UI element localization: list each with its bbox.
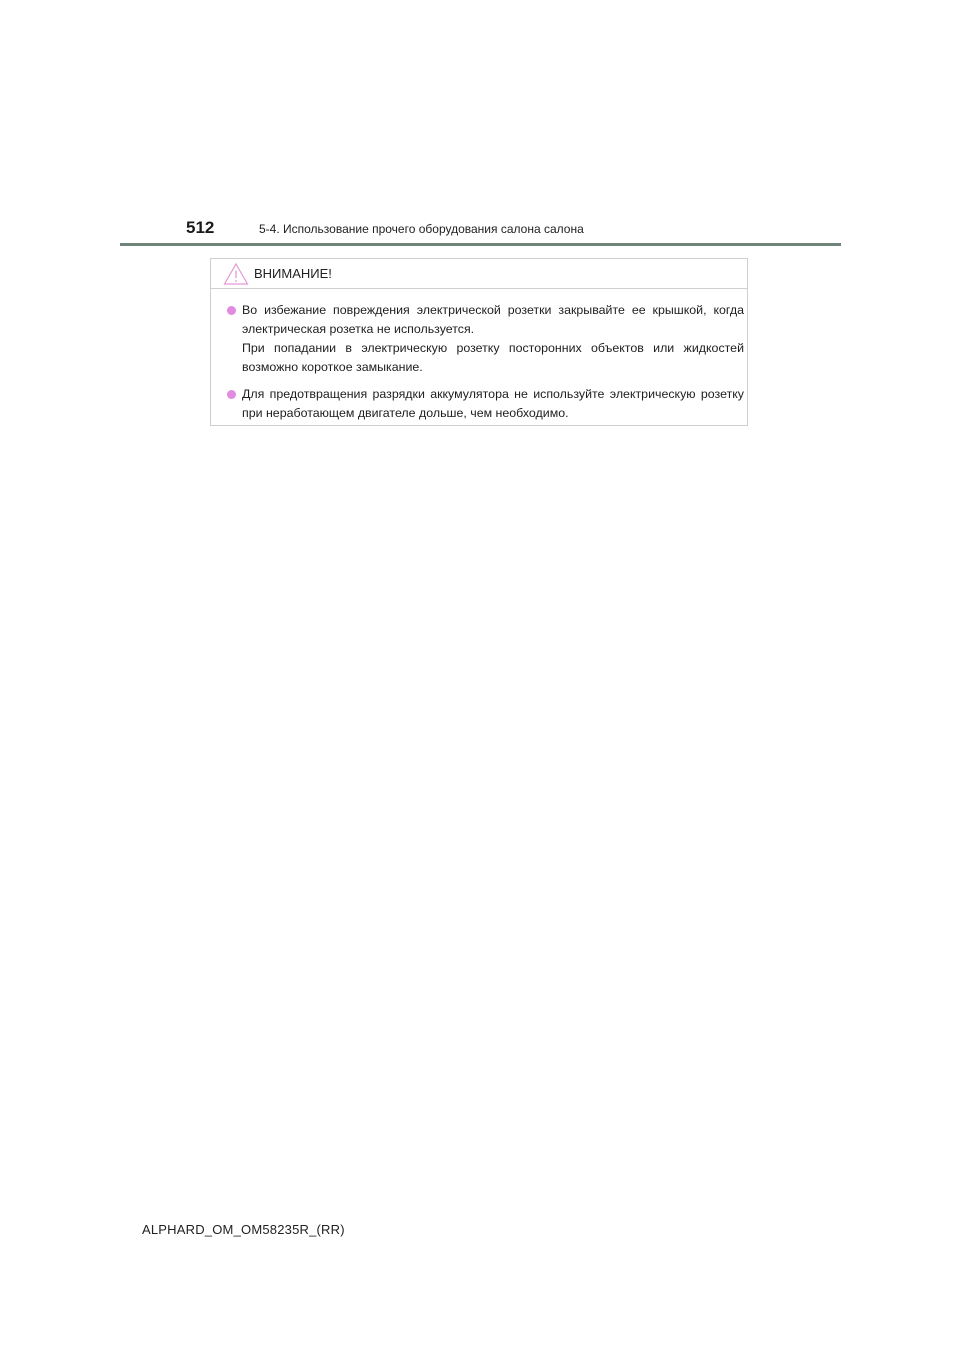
warning-title: ВНИМАНИЕ!: [254, 266, 332, 281]
bullet-icon: [227, 306, 236, 315]
warning-triangle-icon: [223, 262, 249, 286]
warning-paragraph: При попадании в электрическую розетку посторонних объектов или жидкостей возможно короткое замыкание.: [242, 341, 744, 374]
warning-item: [225, 385, 744, 423]
warning-box: [210, 258, 748, 426]
page-number: 512: [186, 218, 215, 237]
document-code: ALPHARD_OM_OM58235R_(RR): [142, 1222, 345, 1237]
warning-paragraph: Во избежание повреждения электрической розетки закрывайте ее крышкой, когда электрическая розетка не используется.: [242, 303, 744, 336]
warning-item: [225, 301, 744, 377]
warning-paragraph: Для предотвращения разрядки аккумулятора не используйте электрическую розетку при неработающем двигателе дольше, чем необходимо.: [242, 387, 744, 420]
warning-list: [225, 301, 744, 431]
section-title: 5-4. Использование прочего оборудования салона салона: [259, 222, 584, 236]
header-rule: [120, 243, 841, 246]
warning-header: [211, 259, 747, 289]
bullet-icon: [227, 390, 236, 399]
